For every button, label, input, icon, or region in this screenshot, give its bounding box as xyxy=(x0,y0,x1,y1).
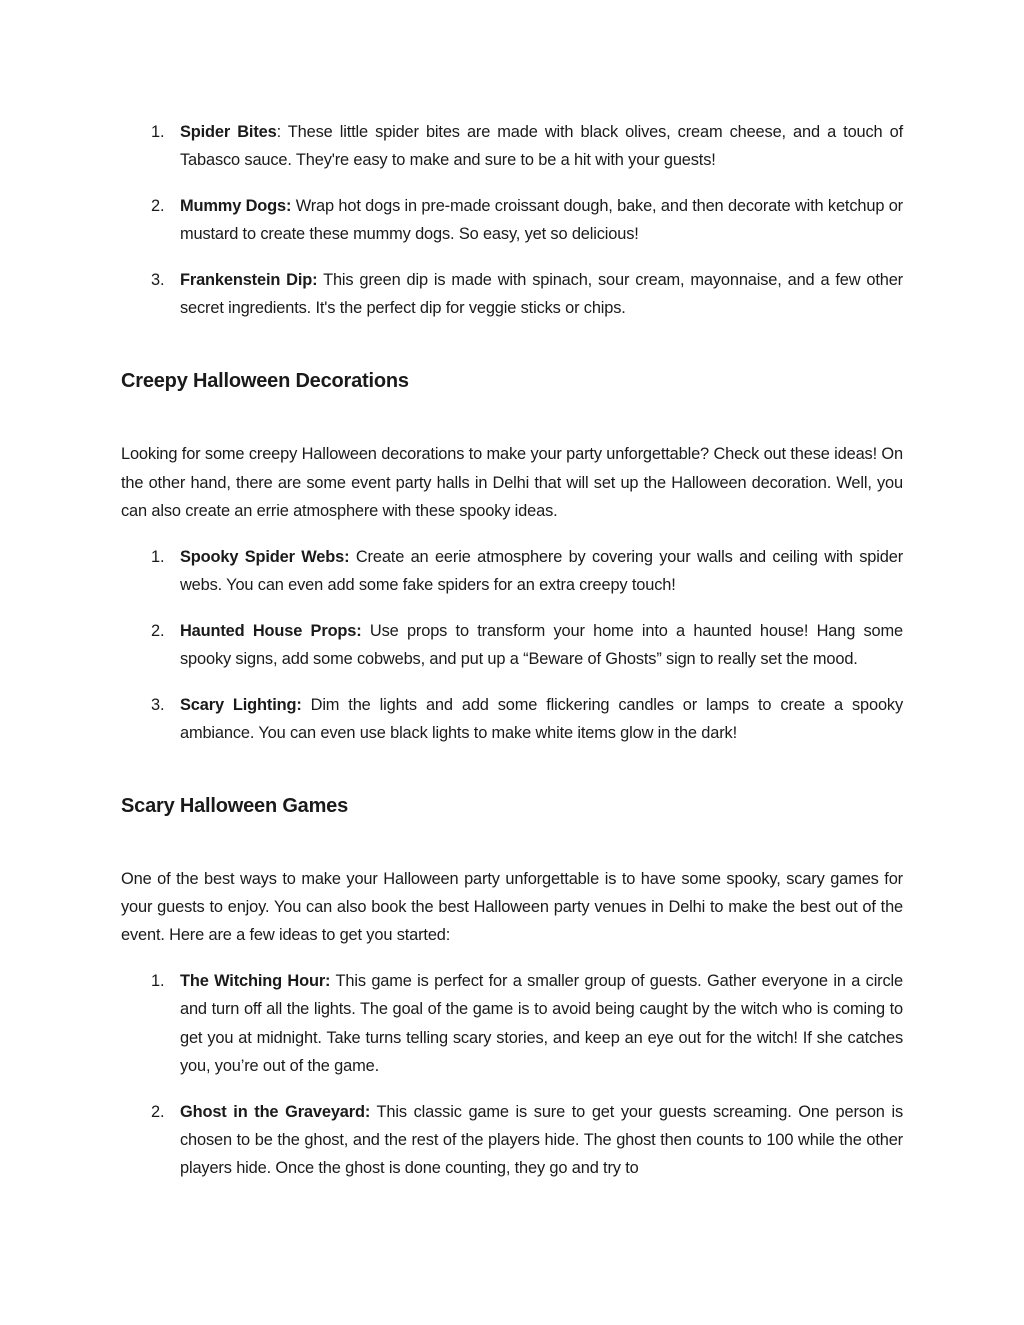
list-number: 1. xyxy=(151,123,165,141)
item-text: Use props to transform your home into a haunted house! Hang some spooky signs, add some cobwebs, and put up a “Beware of Ghosts” sign to really set the mood. xyxy=(180,621,903,668)
item-text: These little spider bites are made with black olives, cream cheese, and a touch of Tabasco sauce. They're easy to make and sure to be a hit with your guests! xyxy=(180,123,903,170)
list-item xyxy=(121,118,903,174)
games-list xyxy=(121,967,903,1182)
games-intro: One of the best ways to make your Halloween party unforgettable is to have some spooky, scary games for your guests to enjoy. You can also book the best Halloween party venues in Delhi to make the best out of the event. Here are a few ideas to get you started: xyxy=(121,870,903,945)
item-term: Spider Bites xyxy=(180,123,277,141)
list-number: 2. xyxy=(151,1102,165,1121)
decorations-list xyxy=(121,543,903,747)
document-page xyxy=(121,118,903,1182)
item-term: Frankenstein Dip: xyxy=(180,271,318,289)
item-term: Haunted House Props: xyxy=(180,621,362,640)
food-list xyxy=(121,118,903,322)
decorations-intro: Looking for some creepy Halloween decorations to make your party unforgettable? Check out these ideas! On the other hand, there are some event party halls in Delhi that will set up the Halloween decoration. Well, you can also create an errie atmosphere with these spooky ideas. xyxy=(121,445,903,520)
item-text: Wrap hot dogs in pre-made croissant dough, bake, and then decorate with ketchup or mustard to create these mummy dogs. So easy, yet so delicious! xyxy=(180,197,903,244)
item-term: Spooky Spider Webs: xyxy=(180,547,350,566)
item-term: Mummy Dogs: xyxy=(180,197,292,215)
list-number: 1. xyxy=(151,972,165,991)
item-text: Create an eerie atmosphere by covering your walls and ceiling with spider webs. You can even add some fake spiders for an extra creepy touch! xyxy=(180,547,903,594)
list-number: 2. xyxy=(151,197,165,215)
list-number: 2. xyxy=(151,621,165,640)
item-separator: : xyxy=(276,123,281,141)
list-item xyxy=(121,691,903,747)
list-item xyxy=(121,617,903,673)
item-text: This game is perfect for a smaller group of guests. Gather everyone in a circle and turn off all the lights. The goal of the game is to avoid being caught by the witch who is coming to get you at midnight. Take turns telling scary stories, and keep an eye out for the witch! If she catches you, you’re out of the game. xyxy=(180,972,903,1075)
item-term: Scary Lighting: xyxy=(180,695,302,714)
section-heading-games: Scary Halloween Games xyxy=(121,795,349,818)
list-number: 1. xyxy=(151,547,165,566)
list-item xyxy=(121,1098,903,1183)
list-number: 3. xyxy=(151,695,165,714)
list-item xyxy=(121,543,903,599)
item-term: The Witching Hour: xyxy=(180,972,331,991)
item-term: Ghost in the Graveyard: xyxy=(180,1102,371,1121)
list-item xyxy=(121,266,903,322)
list-item xyxy=(121,967,903,1080)
item-text: Dim the lights and add some flickering candles or lamps to create a spooky ambiance. You can even use black lights to make white items glow in the dark! xyxy=(180,695,904,742)
list-number: 3. xyxy=(151,271,165,289)
list-item xyxy=(121,192,903,248)
item-text: This classic game is sure to get your guests screaming. One person is chosen to be the ghost, and the rest of the players hide. The ghost then counts to 100 while the other players hide. Once the ghost is done counting, they go and try to xyxy=(180,1102,903,1178)
section-heading-decorations: Creepy Halloween Decorations xyxy=(121,370,409,393)
item-text: This green dip is made with spinach, sour cream, mayonnaise, and a few other secret ingredients. It's the perfect dip for veggie sticks or chips. xyxy=(180,271,903,318)
